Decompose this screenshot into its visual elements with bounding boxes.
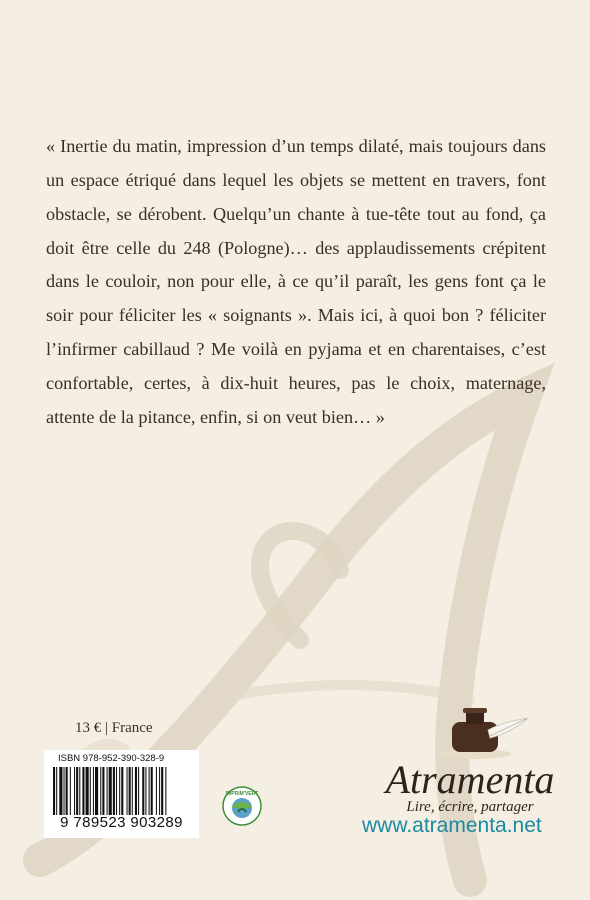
back-cover-quote: « Inertie du matin, impression d’un temps dilaté, mais toujours dans un espace étriqué dans lequel les objets se mettent en travers, font obstacle, se dérobent. Quelqu’un chante à tue-tête tout au fond, ça doit être celle du 248 (Pologne)… des applaudissements crépitent dans le couloir, non pour elle, à ce qu’il paraît, les gens font ça le soir pour féliciter les « soignants ». Mais ici, à quoi bon ? féliciter l’infirmer cabillaud ? Me voilà en pyjama et en charentaises, c’est confortable, certes, à dix-huit heures, pas le choix, maternage, attente de la pitance, enfin, si on veut bien… » — [46, 136, 546, 427]
barcode-bar — [100, 767, 101, 815]
barcode-bar — [53, 767, 55, 815]
barcode-bar — [76, 767, 78, 815]
barcode-bar — [129, 767, 131, 815]
barcode-bar — [119, 767, 120, 815]
barcode-bar — [116, 767, 117, 815]
barcode-bar — [161, 767, 163, 815]
barcode-bar — [121, 767, 123, 815]
publisher-tagline: Lire, écrire, partager — [406, 799, 534, 815]
publisher-name: Atramenta — [385, 757, 555, 802]
barcode-bar — [138, 767, 139, 815]
barcode-bar — [142, 767, 144, 815]
barcode-bar — [64, 767, 65, 815]
barcode-bar — [151, 767, 153, 815]
barcode-bar — [56, 767, 57, 815]
publisher-website: www.atramenta.net — [362, 814, 542, 837]
barcode-bar — [70, 767, 71, 815]
inkwell-icon — [430, 700, 530, 760]
barcode-bars — [53, 767, 190, 815]
barcode-bar — [159, 767, 160, 815]
barcode-bar — [79, 767, 80, 815]
price-label: 13 € | France — [75, 720, 153, 736]
barcode-bar — [86, 767, 89, 815]
barcode-bar — [113, 767, 115, 815]
barcode-bar — [127, 767, 128, 815]
barcode-bar — [132, 767, 133, 815]
barcode-bar — [93, 767, 94, 815]
barcode-bar — [149, 767, 150, 815]
barcode-bar — [90, 767, 91, 815]
barcode-bar — [66, 767, 68, 815]
barcode-bar — [95, 767, 98, 815]
barcode-bar — [82, 767, 84, 815]
barcode-bar — [107, 767, 108, 815]
isbn-barcode — [44, 750, 199, 838]
svg-text:IMPRIM'VERT: IMPRIM'VERT — [225, 791, 259, 797]
barcode-bar — [109, 767, 112, 815]
barcode-bar — [156, 767, 157, 815]
isbn-label: ISBN 978-952-390-328-9 — [58, 753, 165, 764]
imprim-vert-logo — [222, 786, 262, 826]
barcode-bar — [145, 767, 146, 815]
barcode-bar — [59, 767, 62, 815]
barcode-bar — [74, 767, 75, 815]
barcode-bar — [165, 767, 166, 815]
isbn-digits: 9 789523 903289 — [60, 814, 183, 831]
barcode-bar — [102, 767, 104, 815]
barcode-bar — [135, 767, 137, 815]
